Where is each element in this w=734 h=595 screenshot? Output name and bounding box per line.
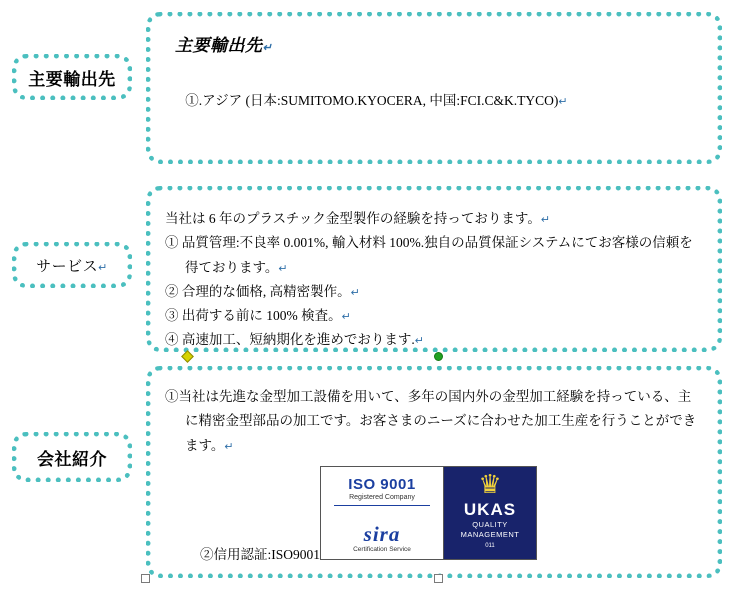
pilcrow-icon: ↵ — [224, 440, 234, 453]
sira-subtitle: Certification Service — [353, 546, 411, 553]
service-item-3: ③ 出荷する前に 100% 検査。↵ — [165, 308, 351, 324]
anchor-handle-bottom-left[interactable] — [141, 574, 150, 583]
service-item-1: ① 品質管理:不良率 0.001%, 輸入材料 100%.独自の品質保証システムにてお客様の信頼を得ております。↵ — [165, 235, 693, 275]
sira-wordmark: sira — [363, 522, 401, 546]
section-label-service — [12, 242, 132, 288]
exports-heading: 主要輸出先↵ — [175, 36, 273, 55]
iso-title: ISO 9001 — [348, 476, 416, 493]
ukas-badge — [444, 467, 536, 559]
service-intro: 当社は 6 年のプラスチック金型製作の経験を持っております。↵ — [165, 211, 551, 226]
section-label-text: 会社紹介 — [37, 449, 107, 469]
section-label-text: サービス↵ — [36, 258, 108, 275]
iso-divider — [334, 505, 430, 506]
iso-subtitle: Registered Company — [349, 494, 415, 501]
service-item-4: ④ 高速加工、短納期化を進めでおります.↵ — [165, 332, 424, 348]
ukas-line-2: MANAGEMENT — [460, 530, 520, 539]
exports-line-1: ①.アジア (日本:SUMITOMO.KYOCERA, 中国:FCI.C&K.TYCO)↵ — [185, 93, 568, 109]
pilcrow-icon: ↵ — [341, 311, 351, 324]
iso-9001-badge — [321, 467, 444, 559]
ukas-number: 011 — [485, 543, 495, 549]
section-label-company — [12, 432, 132, 482]
service-item-2: ② 合理的な価格, 高精密製作。↵ — [165, 283, 360, 299]
crown-icon: ♛ — [478, 470, 502, 499]
resize-handle-diamond[interactable] — [181, 350, 194, 363]
iso-ukas-logo — [320, 466, 537, 560]
pilcrow-icon: ↵ — [558, 96, 568, 109]
rotate-handle[interactable] — [434, 352, 443, 361]
pilcrow-icon: ↵ — [262, 42, 273, 54]
pilcrow-icon: ↵ — [414, 335, 424, 348]
pilcrow-icon: ↵ — [540, 214, 551, 226]
company-item-1: ①当社は先進な金型加工設備を用いて、多年の国内外の金型加工経験を持っている、主に精密金型部品の加工です。お客さまのニーズに合わせた加工生産を行うことができます。↵ — [165, 389, 697, 453]
ukas-line-1: QUALITY — [472, 520, 508, 529]
pilcrow-icon: ↵ — [98, 261, 108, 274]
anchor-handle-bottom-center[interactable] — [434, 574, 443, 583]
ukas-wordmark: UKAS — [463, 500, 517, 519]
pilcrow-icon: ↵ — [278, 262, 288, 275]
section-content-service — [146, 186, 722, 352]
section-label-exports — [12, 54, 132, 100]
exports-line-2 — [165, 136, 703, 164]
pilcrow-icon: ↵ — [350, 286, 360, 299]
section-content-exports — [146, 12, 722, 164]
section-label-text: 主要輸出先 — [28, 69, 116, 89]
company-item-2: ②信用認証:ISO9001 — [200, 547, 321, 562]
